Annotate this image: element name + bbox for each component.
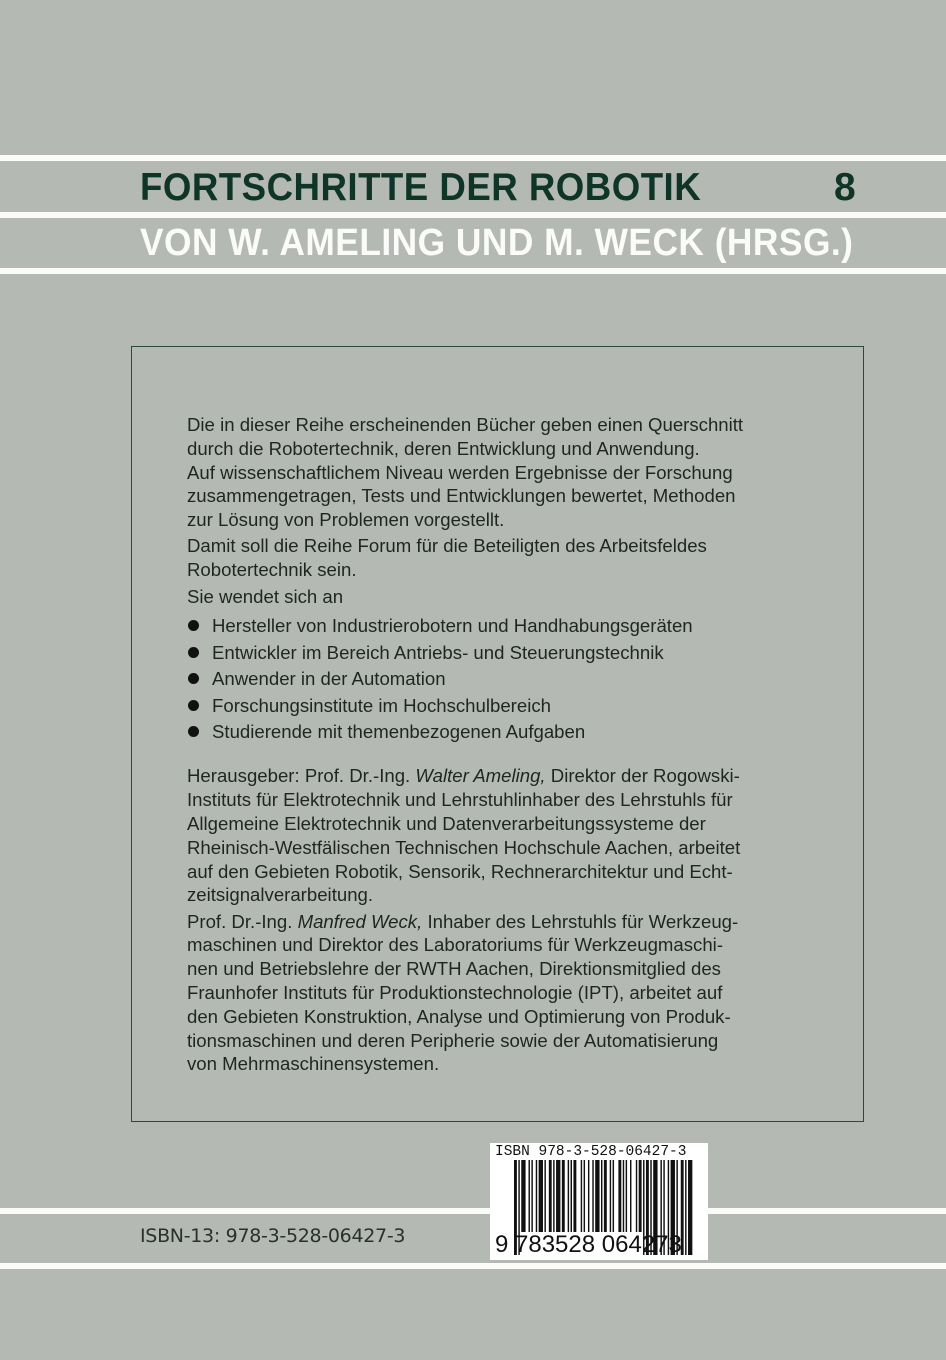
intro-paragraph — [187, 534, 827, 582]
barcode-bar — [601, 1160, 602, 1232]
text-line: durch die Robotertechnik, deren Entwicklung und Anwendung. — [187, 437, 700, 459]
barcode-bar — [636, 1160, 637, 1232]
barcode-bar — [531, 1160, 532, 1232]
volume-number: 8 — [834, 166, 856, 209]
text-line: zeitsignalverarbeitung. — [187, 884, 374, 906]
barcode-bar — [613, 1160, 614, 1232]
text-line: zur Lösung von Problemen vorgestellt. — [187, 509, 505, 531]
editor1-suffix: Direktor der Rogowski- — [545, 765, 740, 787]
barcode-bar — [618, 1160, 621, 1232]
barcode-bar — [553, 1160, 554, 1232]
audience-label: Entwickler im Bereich Antriebs- und Steuerungstechnik — [212, 641, 664, 663]
text-line: Instituts für Elektrotechnik und Lehrstuhlinhaber des Lehrstuhls für — [187, 789, 733, 811]
description-text — [187, 413, 827, 1079]
barcode-bar — [688, 1160, 692, 1255]
intro-paragraph — [187, 413, 827, 532]
text-line: zusammengetragen, Tests und Entwicklungen bewertet, Methoden — [187, 485, 736, 507]
editor2-name: Manfred Weck, — [297, 910, 423, 932]
editors-line: VON W. AMELING UND M. WECK (HRSG.) — [140, 222, 854, 264]
text-line: den Gebieten Konstruktion, Analyse und Optimierung von Produk- — [187, 1005, 731, 1027]
barcode-bar — [581, 1160, 582, 1232]
intro-paragraph — [187, 585, 827, 609]
text-line: Rheinisch-Westfälischen Technischen Hochschule Aachen, arbeitet — [187, 836, 741, 858]
text-line: von Mehrmaschinensystemen. — [187, 1053, 440, 1075]
barcode-bar — [584, 1160, 585, 1232]
text-line: auf den Gebieten Robotik, Sensorik, Rechnerarchitektur und Echt- — [187, 860, 733, 882]
barcode-bar — [639, 1160, 642, 1232]
text-line: Die in dieser Reihe erscheinenden Bücher geben einen Querschnitt — [187, 414, 744, 435]
rule-middle — [0, 212, 946, 218]
barcode-bar — [529, 1160, 530, 1232]
editor1-bio — [187, 764, 827, 907]
audience-list — [187, 614, 827, 746]
rule-footer-bottom — [0, 1263, 946, 1269]
text-line: nen und Betriebslehre der RWTH Aachen, Direktionsmitglied des — [187, 958, 721, 980]
audience-label: Hersteller von Industrierobotern und Handhabungsgeräten — [212, 615, 693, 637]
barcode-bar — [539, 1160, 543, 1232]
text-line: Auf wissenschaftlichem Niveau werden Ergebnisse der Forschung — [187, 461, 733, 483]
bullet-icon — [188, 673, 199, 684]
barcode-isbn-label: ISBN 978-3-528-06427-3 — [495, 1144, 687, 1160]
bullet-icon — [188, 726, 199, 737]
audience-item — [187, 720, 827, 746]
isbn13-text: ISBN-13: 978-3-528-06427-3 — [140, 1225, 406, 1247]
barcode-bar — [544, 1160, 545, 1232]
barcode-bar — [536, 1160, 537, 1232]
audience-label: Anwender in der Automation — [212, 668, 446, 690]
bullet-icon — [188, 620, 199, 631]
editor2-suffix: Inhaber des Lehrstuhls für Werkzeug- — [422, 910, 739, 932]
rule-footer-top — [0, 1208, 946, 1214]
audience-item — [187, 694, 827, 720]
series-title: FORTSCHRITTE DER ROBOTIK — [140, 166, 702, 209]
text-line: maschinen und Direktor des Laboratoriums für Werkzeugmaschi- — [187, 934, 724, 956]
editor2-bio — [187, 910, 827, 1077]
barcode-bar — [549, 1160, 552, 1232]
text-line: tionsmaschinen und deren Peripherie sowie der Automatisierung — [187, 1029, 719, 1051]
barcode-bar — [623, 1160, 624, 1232]
audience-label: Studierende mit themenbezogenen Aufgaben — [212, 720, 586, 742]
barcode-bar — [610, 1160, 611, 1232]
barcode-digits: 9 783528 064273 — [495, 1231, 682, 1258]
barcode-bar — [592, 1160, 593, 1232]
editor1-prefix: Herausgeber: Prof. Dr.-Ing. — [187, 765, 416, 787]
barcode-bar — [630, 1160, 631, 1232]
isbn-barcode — [490, 1143, 708, 1260]
barcode-bar — [626, 1160, 627, 1232]
intro-paragraphs — [187, 413, 827, 608]
barcode-bar — [571, 1160, 572, 1232]
text-line: Sie wendet sich an — [187, 585, 344, 607]
audience-item — [187, 614, 827, 640]
text-line: Allgemeine Elektrotechnik und Datenverarbeitungssysteme der — [187, 812, 706, 834]
barcode-bar — [556, 1160, 560, 1232]
barcode-bar — [685, 1160, 686, 1255]
audience-item — [187, 641, 827, 667]
editor1-name: Walter Ameling, — [415, 765, 546, 787]
text-line: Damit soll die Reihe Forum für die Beteiligten des Arbeitsfeldes — [187, 535, 707, 557]
rule-top — [0, 155, 946, 161]
barcode-bar — [573, 1160, 576, 1232]
audience-item — [187, 667, 827, 693]
barcode-bar — [521, 1160, 525, 1232]
barcode-bar — [562, 1160, 565, 1232]
audience-label: Forschungsinstitute im Hochschulbereich — [212, 694, 551, 716]
barcode-bar — [588, 1160, 589, 1232]
barcode-bar — [604, 1160, 607, 1232]
barcode-bar — [568, 1160, 569, 1232]
text-line: Robotertechnik sein. — [187, 559, 357, 581]
bullet-icon — [188, 700, 199, 711]
editor2-prefix: Prof. Dr.-Ing. — [187, 910, 298, 932]
barcode-bar — [595, 1160, 599, 1232]
rule-header-bottom — [0, 268, 946, 274]
bullet-icon — [188, 647, 199, 658]
text-line: Fraunhofer Instituts für Produktionstechnologie (IPT), arbeitet auf — [187, 982, 723, 1003]
